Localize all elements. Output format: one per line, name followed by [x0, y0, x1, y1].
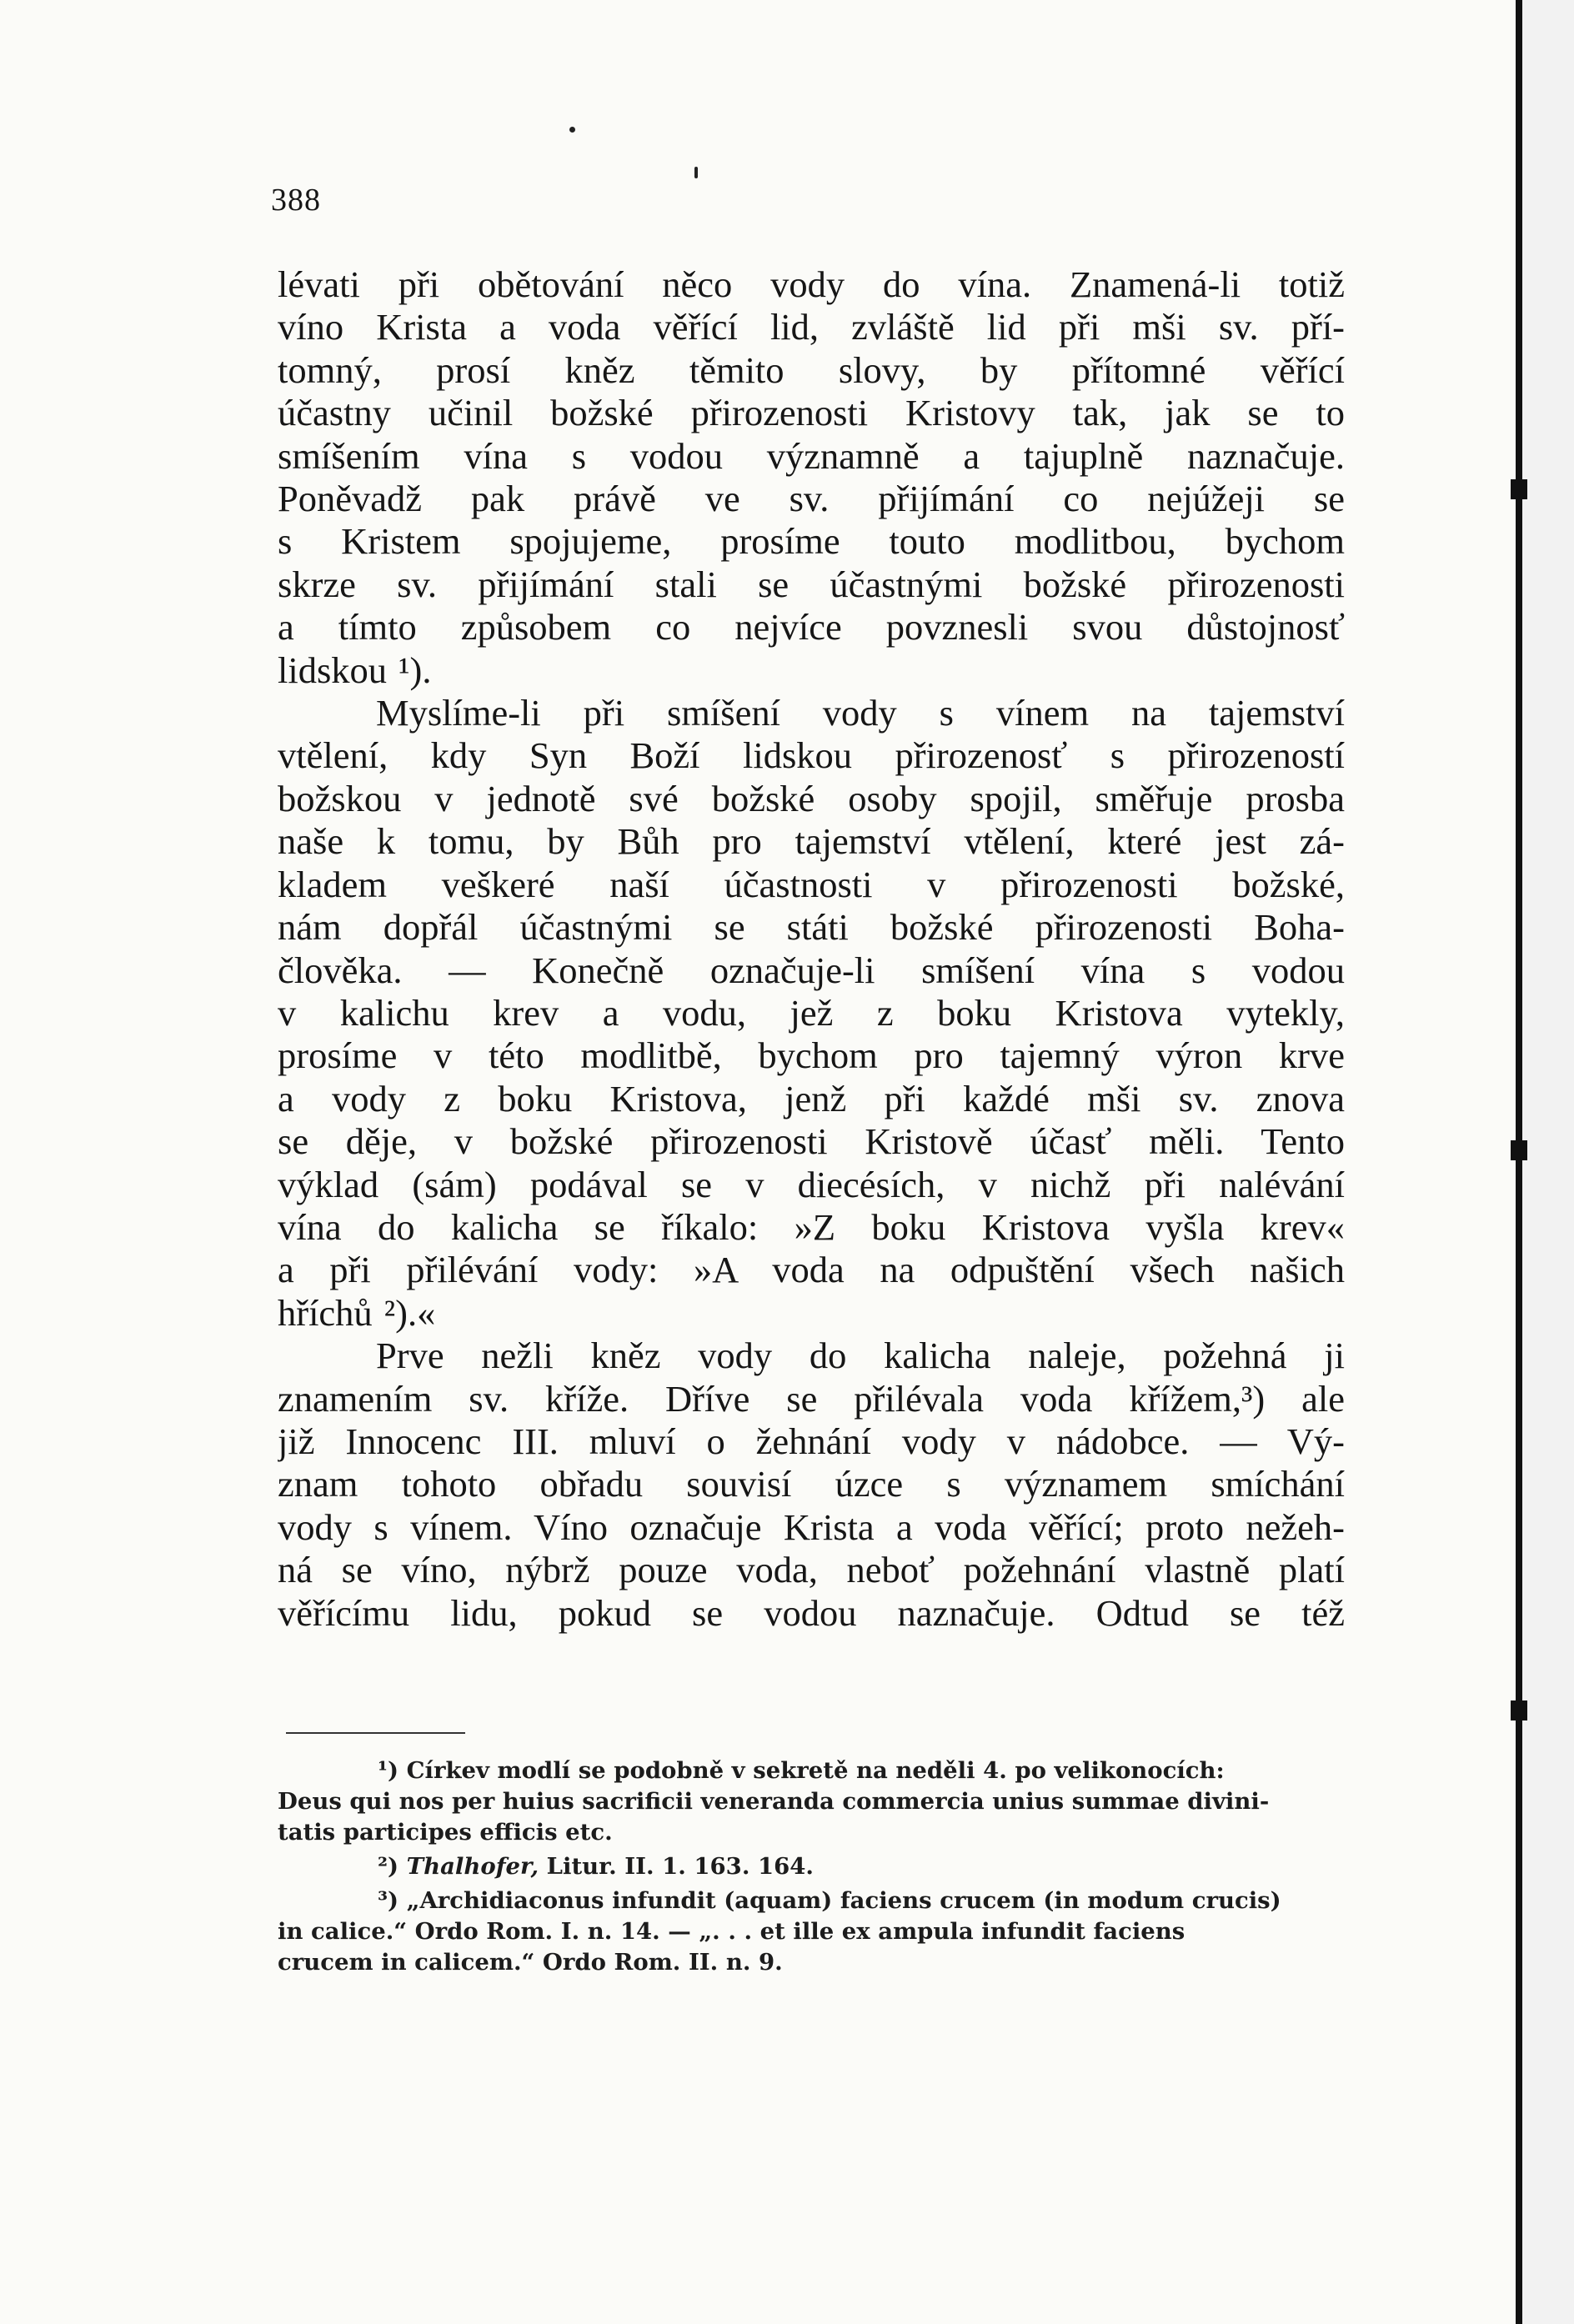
text-line: a tímto způsobem co nejvíce povznesli svou důstojnosť — [278, 606, 1345, 649]
footnotes — [278, 1756, 1345, 1981]
paragraph-1 — [278, 263, 1345, 692]
text-line: kladem veškeré naší účastnosti v přirozenosti božské, — [278, 863, 1345, 905]
text-line: božskou v jednotě své božské osoby spojil, směřuje prosba — [278, 777, 1345, 819]
text-line: znam tohoto obřadu souvisí úzce s významem smíchání — [278, 1463, 1345, 1505]
text-line: ná se víno, nýbrž pouze voda, neboť požehnání vlastně platí — [278, 1549, 1345, 1591]
text-line: lidskou ¹). — [278, 649, 432, 691]
text-line: věřícímu lidu, pokud se vodou naznačuje. Odtud se též — [278, 1591, 1345, 1634]
footnote-author: Thalhofer, — [406, 1853, 539, 1880]
footnote-line: crucem in calicem.“ Ordo Rom. II. n. 9. — [278, 1949, 783, 1976]
footnote-line: ³) „Archidiaconus infundit (aquam) faciens crucem (in modum crucis) — [378, 1887, 1281, 1914]
footnote-3 — [278, 1886, 1345, 1978]
text-line: prosíme v této modlitbě, bychom pro tajemný výron krve — [278, 1034, 1345, 1077]
footnote-line: Deus qui nos per huius sacrificii veneranda commercia unius summae divini- — [278, 1788, 1270, 1815]
footnote-line: ¹) Církev modlí se podobně v sekretě na neděli 4. po velikonocích: — [378, 1757, 1225, 1784]
text-line: Myslíme-li při smíšení vody s vínem na tajemství — [376, 692, 1345, 734]
footnote-line: in calice.“ Ordo Rom. I. n. 14. — „. . . et ille ex ampula infundit faciens — [278, 1918, 1186, 1945]
text-line: smíšením vína s vodou významně a tajuplně naznačuje. — [278, 434, 1345, 477]
text-line: naše k tomu, by Bůh pro tajemství vtělení, které jest zá- — [278, 820, 1345, 863]
footnote-marker: ²) — [378, 1853, 399, 1880]
footnote-line — [278, 1851, 1345, 1882]
footnote-line: tatis participes efficis etc. — [278, 1819, 613, 1846]
text-line: vody s vínem. Víno označuje Krista a voda věřící; proto nežeh- — [278, 1505, 1345, 1548]
text-line: v kalichu krev a vodu, jež z boku Kristova vytekly, — [278, 991, 1345, 1034]
text-line: Prve nežli kněz vody do kalicha naleje, požehná ji — [376, 1335, 1345, 1377]
footnote-divider — [286, 1732, 465, 1734]
edge-mark — [1511, 479, 1527, 499]
footnote-citation: Litur. II. 1. 163. 164. — [539, 1853, 814, 1880]
text-line: víno Krista a voda věřící lid, zvláště lid při mši sv. pří- — [278, 306, 1345, 348]
text-line: Poněvadž pak právě ve sv. přijímání co nejúžeji se — [278, 478, 1345, 520]
page-edge-line — [1516, 0, 1522, 2324]
text-line: skrze sv. přijímání stali se účastnými božské přirozenosti — [278, 563, 1345, 605]
text-line: vtělení, kdy Syn Boží lidskou přirozenosť s přirozeností — [278, 734, 1345, 777]
text-line: hříchů ²).« — [278, 1291, 436, 1334]
footnote-2 — [278, 1851, 1345, 1882]
text-line: účastny učinil božské přirozenosti Kristovy tak, jak se to — [278, 392, 1345, 434]
paragraph-3 — [278, 1335, 1345, 1635]
text-line: vína do kalicha se říkalo: »Z boku Kristova vyšla krev« — [278, 1205, 1345, 1248]
paragraph-2 — [278, 692, 1345, 1335]
scan-speck — [569, 127, 575, 133]
text-line: se děje, v božské přirozenosti Kristově účasť měli. Tento — [278, 1120, 1345, 1163]
edge-mark — [1511, 1140, 1527, 1160]
text-line: lévati při obětování něco vody do vína. Znamená-li totiž — [278, 263, 1345, 305]
text-line: již Innocenc III. mluví o žehnání vody v nádobce. — Vý- — [278, 1420, 1345, 1462]
text-line: výklad (sám) podával se v diecésích, v nichž při nalévání — [278, 1163, 1345, 1205]
text-line: tomný, prosí kněz těmito slovy, by přítomné věřící — [278, 348, 1345, 391]
text-line: člověka. — Konečně označuje-li smíšení vína s vodou — [278, 949, 1345, 991]
text-line: a při přilévání vody: »A voda na odpuštění všech našich — [278, 1249, 1345, 1291]
page-number: 388 — [271, 183, 321, 218]
text-line: s Kristem spojujeme, prosíme touto modlitbou, bychom — [278, 520, 1345, 563]
scan-speck — [694, 167, 698, 178]
edge-mark — [1511, 1700, 1527, 1720]
footnote-1 — [278, 1756, 1345, 1848]
body-text — [278, 263, 1345, 1635]
text-line: a vody z boku Kristova, jenž při každé mši sv. znova — [278, 1077, 1345, 1119]
text-line: nám dopřál účastnými se státi božské přirozenosti Boha- — [278, 906, 1345, 949]
text-line: znamením sv. kříže. Dříve se přilévala voda křížem,³) ale — [278, 1377, 1345, 1420]
page-margin-background — [1522, 0, 1574, 2324]
